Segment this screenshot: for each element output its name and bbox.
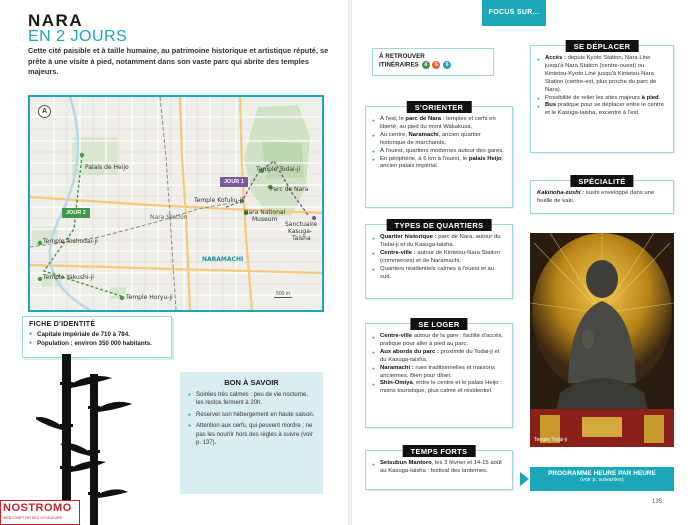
orienter-item: ● À l'est, le parc de Nara : temples et cerfs en liberté, au pied du mont Wakakusa. <box>372 116 506 132</box>
deplacer-item: ● Accès : depuis Kyoto Station, Nara Line jusqu'à Nara Station (centre-ouest) ou Kintetsu-Kyoto Line jusqu'à Kintetsu-Nara Station (centre-est, plus proche du parc de Nara). <box>537 55 667 95</box>
programme-title: PROGRAMME HEURE PAR HEURE <box>548 470 656 477</box>
loger-box <box>365 319 513 428</box>
itinerary-dot[interactable]: 5 <box>432 61 440 69</box>
loger-title: SE LOGER <box>410 318 467 330</box>
quartiers-item: ● Quartier historique : parc de Nara, autour du Todai-ji et du Kasuga-taisha. <box>372 234 506 250</box>
temple-photo <box>530 233 674 447</box>
quartiers-box <box>365 220 513 299</box>
north-compass-icon: A <box>38 105 51 118</box>
temps-forts-box <box>365 446 513 490</box>
map-label-heijo: Palais de Heijo <box>85 164 129 171</box>
page-number: 135 <box>652 499 663 505</box>
temps-forts-item: ● Setsubun Mantoro, les 3 février et 14-15 août au Kasuga-taisha : festival des lanternes. <box>372 460 506 476</box>
programme-subtitle: (voir p. suivantes) <box>580 477 624 483</box>
fiche-item: ● Capitale impériale de 710 à 784. <box>29 330 165 339</box>
deplacer-item: ● Bus pratique pour se déplacer entre le centre et le Kasuga-taisha, excentré à l'est. <box>537 102 667 118</box>
map-label-kasuga-1: Sanctuaire <box>285 221 318 228</box>
orienter-box <box>365 102 513 208</box>
photo-caption: Temple Todai-ji <box>534 437 568 443</box>
intro-text: Cette cité paisible et à taille humaine, au patrimoine historique et artistique réputé, se prête à une visite à pied, notamment dans son vaste parc qui abrite des temples majeurs. <box>28 46 329 76</box>
map-label-toshodai: Temple Toshodai-ji <box>43 238 98 245</box>
map-scale: 500 m <box>274 291 292 298</box>
deplacer-item: ● Possibilité de relier les sites majeurs à pied. <box>537 95 667 103</box>
specialite-text: Kakinoha-zushi : sushi enveloppé dans une feuille de kaki. <box>537 190 655 204</box>
map-label-kasuga-3: Taisha <box>292 235 311 242</box>
map-label-station: Nara Station <box>150 214 188 221</box>
programme-button[interactable] <box>530 467 674 491</box>
orienter-item: ● En périphérie, à 6 km à l'ouest, le palais Heijo, ancien palais impérial. <box>372 156 506 172</box>
loger-item: ● Aux abords du parc : proximité du Todai-ji et du Kasuga-taisha. <box>372 349 506 365</box>
page-gutter <box>348 0 352 525</box>
buddha-statue-image <box>530 233 674 447</box>
logo-name: NOSTROMO <box>3 502 72 514</box>
quartiers-title: TYPES DE QUARTIERS <box>387 219 492 231</box>
map-label-yakushi: Temple Yakushi-ji <box>43 274 94 281</box>
quartiers-item: ● Centre-ville : autour de Kintetsu-Nara Station (commerces) et de Naramachi. <box>372 250 506 266</box>
loger-item: ● Naramachi : rues traditionnelles et maisons anciennes. Bien pour dîner. <box>372 365 506 381</box>
fiche-identite-box <box>22 316 172 358</box>
bon-a-savoir-box <box>180 372 323 494</box>
quartiers-item: ● Quartiers résidentiels calmes à l'ouest et au sud. <box>372 266 506 282</box>
orienter-item: ● Au centre, Naramachi, ancien quartier historique de marchands. <box>372 132 506 148</box>
arrow-right-icon <box>520 472 529 486</box>
itineraires-label: ITINÉRAIRES <box>379 61 419 69</box>
map-label-todai: Temple Todai-ji <box>256 166 301 173</box>
savoir-item: ● Soirées très calmes : peu de vie nocturne, les restos ferment à 20h. <box>188 391 315 408</box>
map-label-kofuku: Temple Kofuku-ji <box>194 197 244 204</box>
retrouver-label: À RETROUVER <box>379 53 425 60</box>
itinerary-dot[interactable]: 4 <box>422 61 430 69</box>
orienter-title: S'ORIENTER <box>407 101 472 113</box>
map-label-kasuga-2: Kasuga- <box>288 228 313 235</box>
deplacer-title: SE DÉPLACER <box>566 40 639 52</box>
itineraires-box[interactable] <box>372 48 494 76</box>
temps-forts-title: TEMPS FORTS <box>403 445 476 457</box>
savoir-item: ● Réserver son hébergement en haute saison. <box>188 411 315 419</box>
day-1-badge: JOUR 1 <box>220 177 248 187</box>
deplacer-box <box>530 41 674 153</box>
map-label-museum-2: Museum <box>252 216 278 223</box>
specialite-title: SPÉCIALITÉ <box>570 175 633 187</box>
loger-item: ● Shin-Omiya, entre le centre et le palais Heijo : moins touristique, plus calme et résidentiel. <box>372 380 506 396</box>
fiche-title: FICHE D'IDENTITÉ <box>29 321 96 328</box>
map-label-parc: Parc de Nara <box>270 186 309 193</box>
page-subtitle: EN 2 JOURS <box>28 28 128 45</box>
specialite-box <box>530 176 674 214</box>
itinerary-dot[interactable]: 6 <box>443 61 451 69</box>
orienter-item: ● À l'ouest, quartiers modernes autour des gares. <box>372 148 506 156</box>
city-map[interactable] <box>28 95 324 312</box>
loger-item: ● Centre-ville autour de la gare : facilité d'accès, pratique pour aller à pied au parc. <box>372 333 506 349</box>
savoir-title: BON À SAVOIR <box>224 378 279 387</box>
savoir-item: ● Attention aux cerfs, qui peuvent mordre ; ne pas les nourrir hors des règles à suivre (voir p. 137). <box>188 422 315 447</box>
map-label-naramachi: NARAMACHI <box>202 256 244 263</box>
page-title: NARA <box>28 11 84 30</box>
day-2-badge: JOUR 2 <box>62 208 90 218</box>
map-label-horyu: Temple Horyu-ji <box>126 294 173 301</box>
map-label-museum-1: Nara National <box>244 209 286 216</box>
logo-tagline: WEB-COMPTOIR DES VOYAGEURS <box>3 516 62 520</box>
focus-sur-tab[interactable]: FOCUS SUR... <box>482 0 546 26</box>
nostromo-logo <box>0 500 80 525</box>
fiche-item: ● Population : environ 350 000 habitants. <box>29 339 165 348</box>
